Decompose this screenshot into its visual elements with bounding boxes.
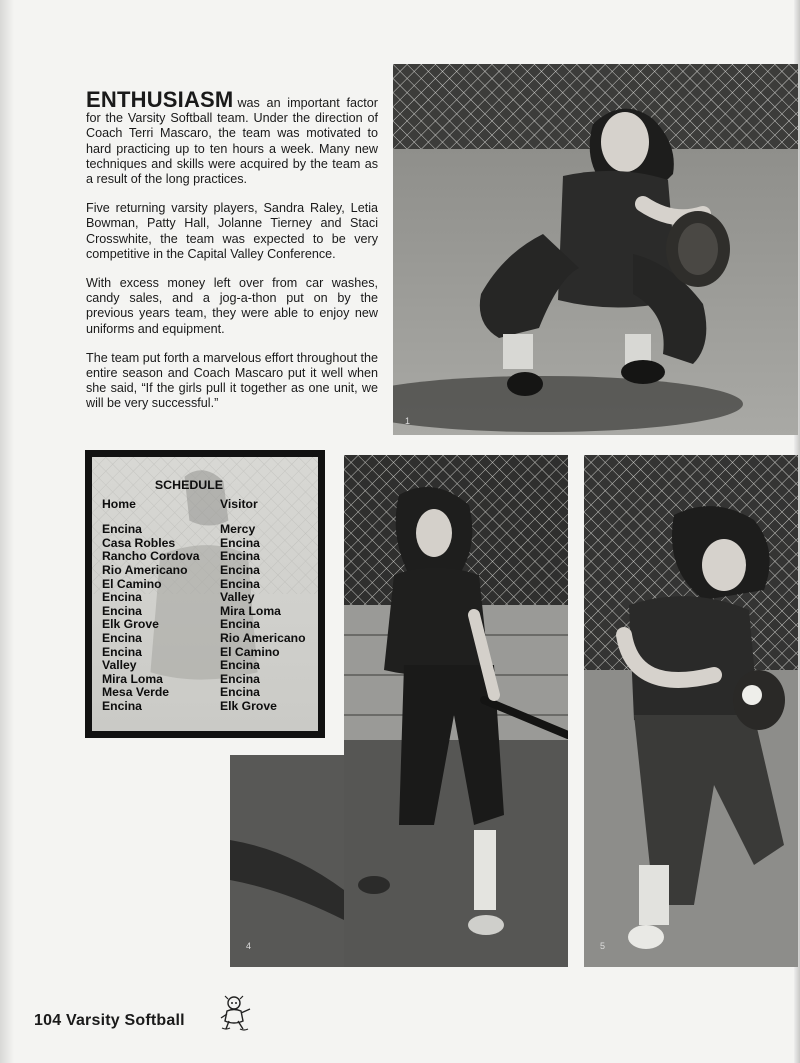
section-title: Varsity Softball — [65, 1012, 185, 1029]
schedule-row: Valley Encina — [102, 658, 260, 673]
visitor-header: Visitor — [220, 496, 258, 511]
photo-catcher-number: 1 — [405, 416, 411, 426]
photo-fielder — [584, 455, 798, 967]
mascot-icon — [218, 994, 254, 1032]
schedule-row: Encina Mira Loma — [102, 603, 281, 618]
schedule-row: Mesa Verde Encina — [102, 685, 260, 700]
schedule-header-row — [102, 498, 316, 512]
page-gutter-shadow — [0, 0, 14, 1063]
story-paragraph-1: ENTHUSIASM was an important factor for the Varsity Softball team. Under the direction of Coach Terri Mascaro, the team was motivated to hard practicing up to ten hours a week. Many new techniques and skills were acquired by the team as a result of the long practices. — [86, 87, 378, 187]
schedule-row: El Camino Encina — [102, 576, 260, 591]
schedule-row: Elk Grove Encina — [102, 617, 260, 632]
schedule-table — [102, 479, 316, 714]
lead-word: ENTHUSIASM — [86, 87, 234, 112]
schedule-row: Rancho Cordova Encina — [102, 549, 260, 564]
schedule-box — [85, 450, 325, 738]
page-number: 104 — [34, 1012, 62, 1029]
photo-batter-number: 4 — [246, 941, 252, 951]
schedule-row: Rio Americano Encina — [102, 562, 260, 577]
story-text — [86, 87, 378, 426]
schedule-row: Encina Rio Americano — [102, 630, 306, 645]
story-paragraph-4: The team put forth a marvelous effort throughout the entire season and Coach Mascaro put it well when she said, “If the girls pull it together as one unit, we will be very successful.” — [86, 350, 378, 411]
schedule-row: Encina El Camino — [102, 644, 280, 659]
schedule-row: Encina Valley — [102, 590, 255, 605]
photo-catcher — [393, 64, 798, 435]
story-paragraph-2: Five returning varsity players, Sandra Raley, Letia Bowman, Patty Hall, Jolanne Tierney and Staci Crosswhite, the team was expected to be very competitive in the Capital Valley Conference. — [86, 201, 378, 261]
schedule-row: Encina Elk Grove — [102, 698, 277, 713]
page-footer — [34, 1012, 185, 1030]
photo-batter-extension — [230, 755, 344, 967]
home-header: Home — [102, 496, 136, 511]
schedule-row: Encina Mercy — [102, 522, 256, 537]
schedule-title: SCHEDULE — [154, 478, 224, 492]
schedule-row: Casa Robles Encina — [102, 535, 260, 550]
schedule-row: Mira Loma Encina — [102, 671, 260, 686]
photo-batter — [344, 455, 568, 967]
story-paragraph-3: With excess money left over from car washes, candy sales, and a jog-a-thon put on by the previous years team, they were able to enjoy new uniforms and equipment. — [86, 276, 378, 336]
photo-fielder-number: 5 — [600, 941, 606, 951]
